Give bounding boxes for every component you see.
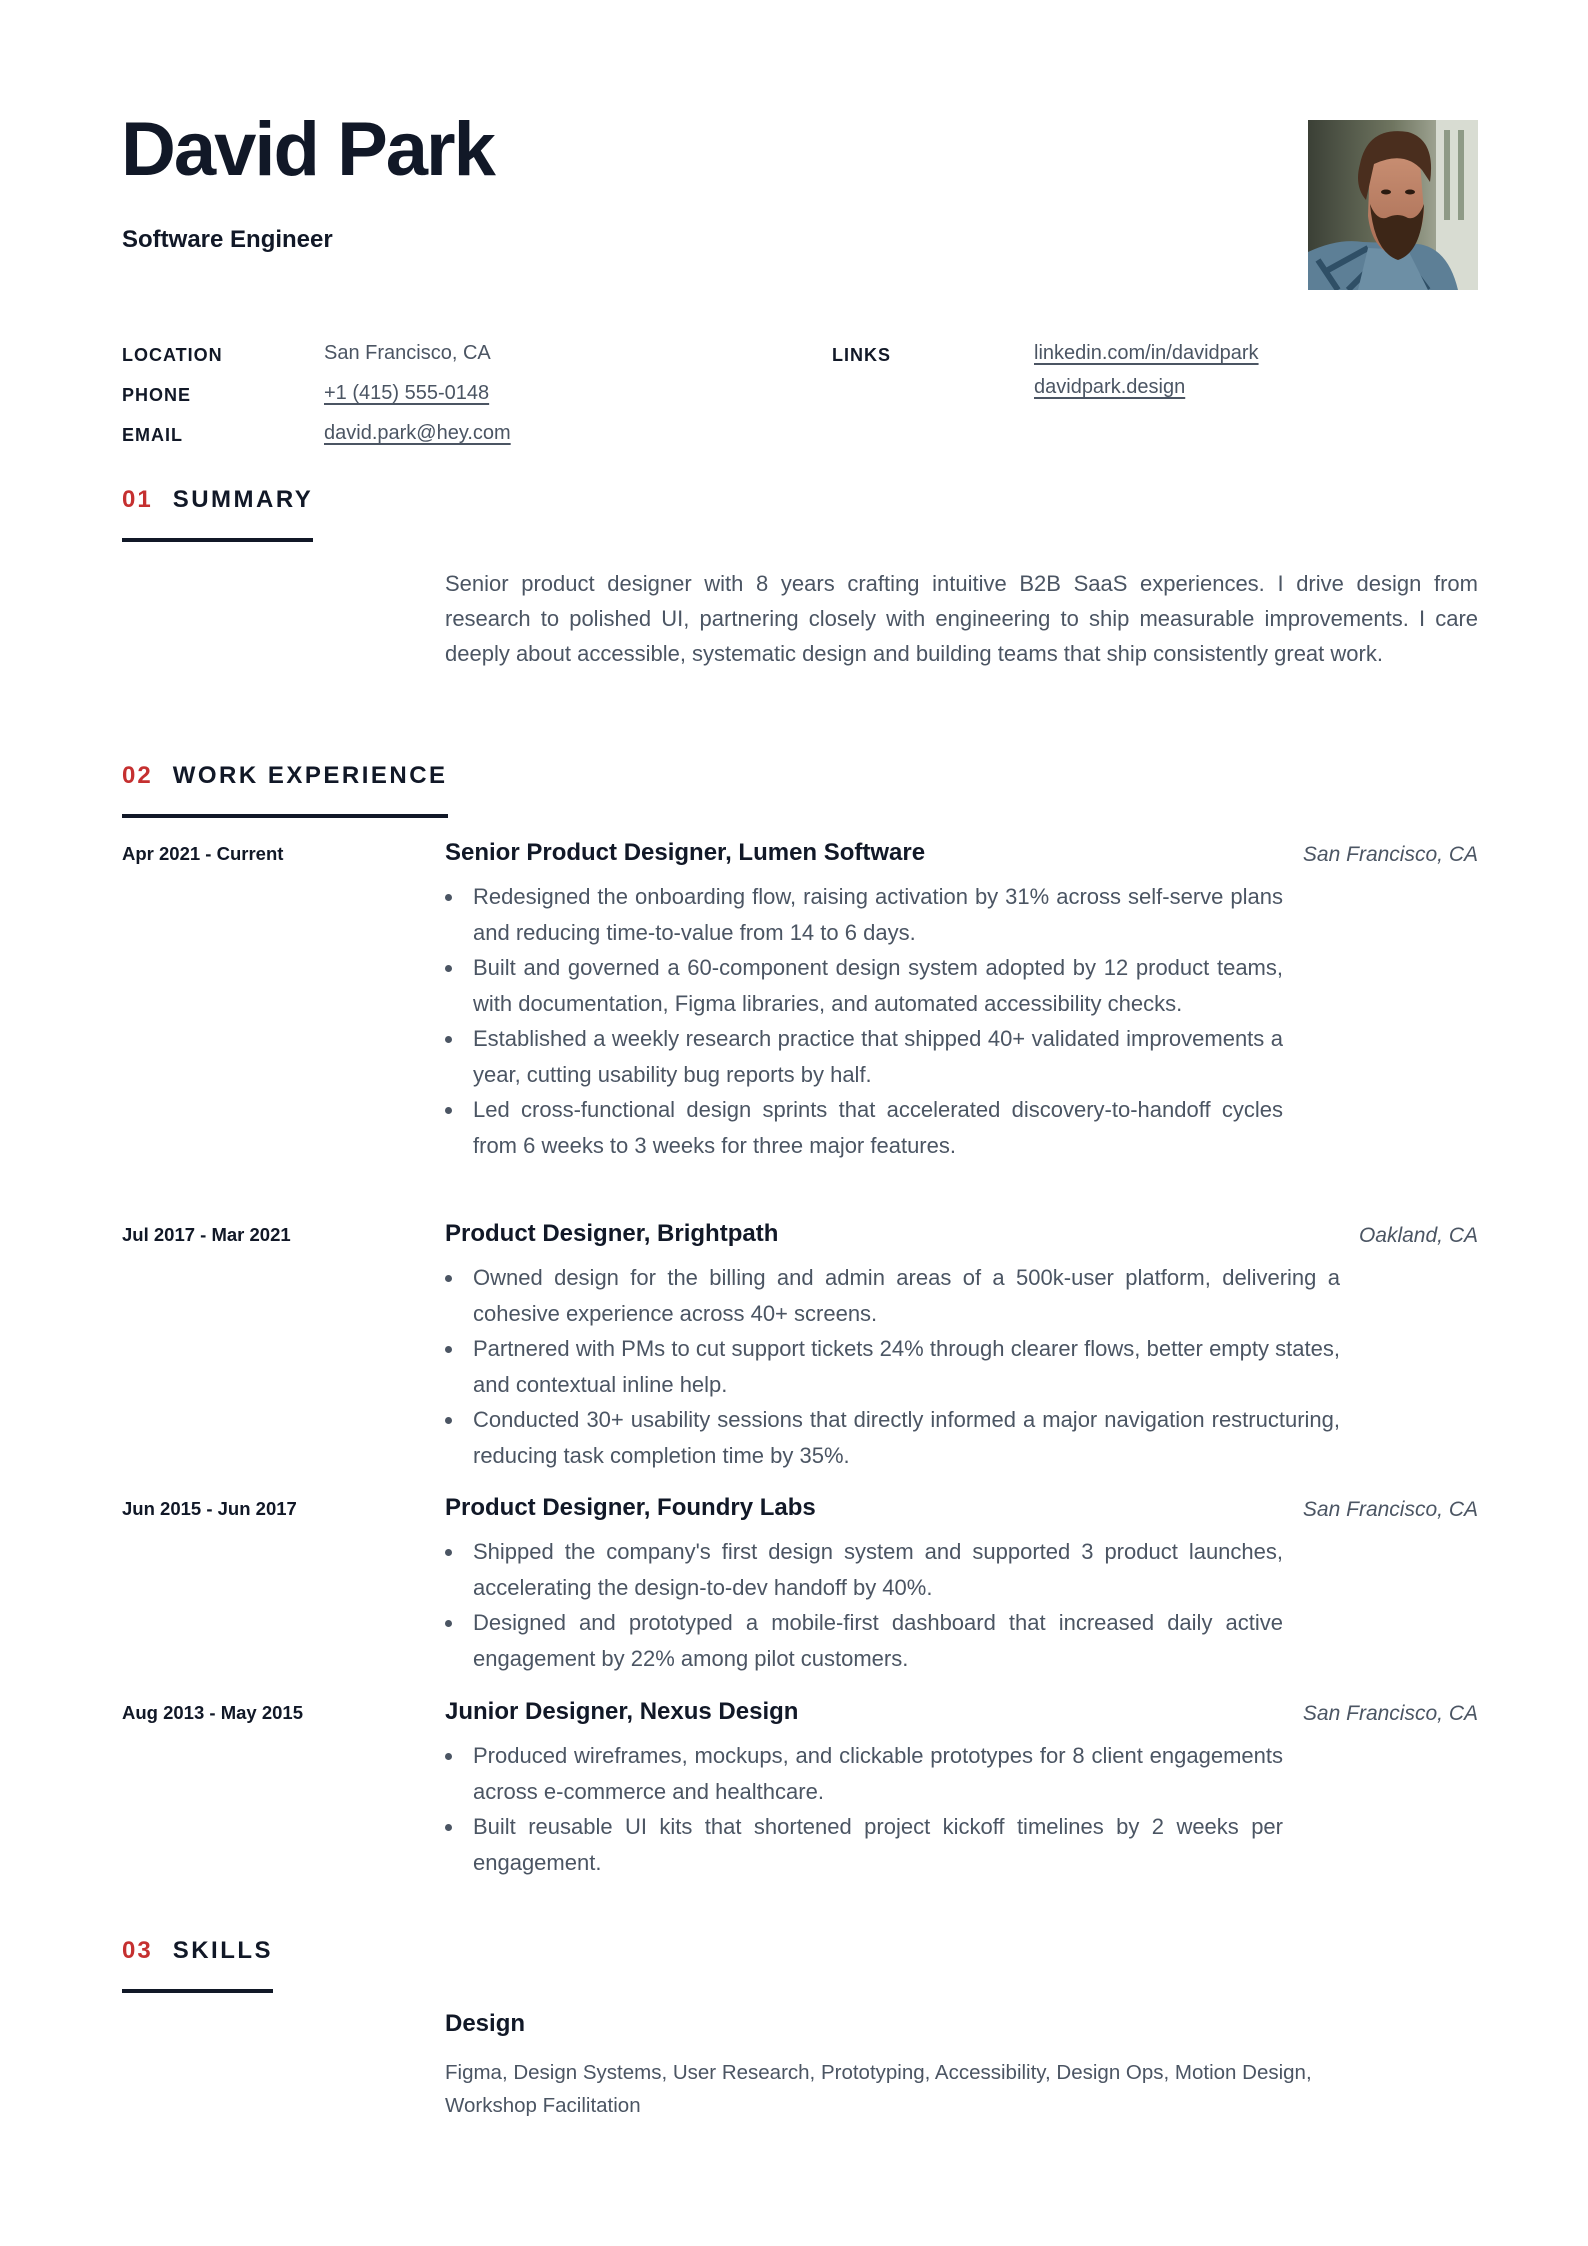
section-heading-experience xyxy=(122,762,448,818)
job-title: Product Designer, Foundry Labs xyxy=(445,1494,816,1521)
job-title: Product Designer, Brightpath xyxy=(445,1220,779,1247)
section-title: SKILLS xyxy=(172,1937,274,1964)
job-location: Oakland, CA xyxy=(1358,1224,1478,1247)
profile-photo xyxy=(1308,120,1478,290)
section-number: 01 xyxy=(122,486,153,513)
job-bullet: Partnered with PMs to cut support tickets 24% through clearer flows, better empty states, and contextual inline help. xyxy=(445,1331,1340,1402)
phone-link[interactable]: +1 (415) 555-0148 xyxy=(324,382,490,404)
job-bullet: Produced wireframes, mockups, and clickable prototypes for 8 client engagements across e-commerce and healthcare. xyxy=(445,1738,1283,1809)
email-link[interactable]: david.park@hey.com xyxy=(324,422,511,444)
job-dates: Jun 2015 - Jun 2017 xyxy=(122,1498,297,1519)
summary-text: Senior product designer with 8 years crafting intuitive B2B SaaS experiences. I drive design from research to polished UI, partnering closely with engineering to ship measurable improvements. I care deeply about accessible, systematic design and building teams that ship consistently great work. xyxy=(445,571,1478,666)
job-bullet: Built reusable UI kits that shortened project kickoff timelines by 2 weeks per engagement. xyxy=(445,1809,1283,1880)
candidate-role: Software Engineer xyxy=(122,226,333,253)
section-number: 03 xyxy=(122,1937,153,1964)
job-bullet: Conducted 30+ usability sessions that directly informed a major navigation restructuring, reducing task completion time by 35%. xyxy=(445,1402,1340,1473)
profile-photo-image xyxy=(1308,120,1478,290)
job-bullet: Built and governed a 60-component design system adopted by 12 product teams, with documentation, Figma libraries, and automated accessibility checks. xyxy=(445,950,1283,1021)
job-bullets xyxy=(445,1534,1283,1676)
job-location: San Francisco, CA xyxy=(1302,843,1478,866)
job-bullet: Owned design for the billing and admin areas of a 500k-user platform, delivering a cohesive experience across 40+ screens. xyxy=(445,1260,1340,1331)
job-bullet: Established a weekly research practice that shipped 40+ validated improvements a year, cutting usability bug reports by half. xyxy=(445,1021,1283,1092)
linkedin-link[interactable]: linkedin.com/in/davidpark xyxy=(1034,342,1259,364)
section-title: SUMMARY xyxy=(172,486,314,513)
location-label: LOCATION xyxy=(122,345,223,365)
job-title: Junior Designer, Nexus Design xyxy=(445,1698,799,1725)
job-title: Senior Product Designer, Lumen Software xyxy=(445,839,926,866)
links-label: LINKS xyxy=(832,345,891,365)
job-dates: Apr 2021 - Current xyxy=(122,843,284,864)
skill-category: Design xyxy=(445,2010,526,2037)
job-location: San Francisco, CA xyxy=(1302,1702,1478,1725)
section-heading-skills xyxy=(122,1937,273,1993)
section-number: 02 xyxy=(122,762,153,789)
email-label: EMAIL xyxy=(122,425,183,445)
job-bullets xyxy=(445,879,1283,1163)
job-dates: Aug 2013 - May 2015 xyxy=(122,1702,303,1723)
job-dates: Jul 2017 - Mar 2021 xyxy=(122,1224,291,1245)
skill-list: Figma, Design Systems, User Research, Prototyping, Accessibility, Design Ops, Motion Design, Workshop Facilitation xyxy=(445,2061,1312,2117)
location-value: San Francisco, CA xyxy=(324,342,491,364)
job-location: San Francisco, CA xyxy=(1302,1498,1478,1521)
section-title: WORK EXPERIENCE xyxy=(172,762,448,789)
job-bullets xyxy=(445,1738,1283,1880)
job-bullets xyxy=(445,1260,1340,1473)
website-link[interactable]: davidpark.design xyxy=(1034,376,1186,398)
job-bullet: Redesigned the onboarding flow, raising activation by 31% across self-serve plans and reducing time-to-value from 14 to 6 days. xyxy=(445,879,1283,950)
phone-label: PHONE xyxy=(122,385,192,405)
candidate-name: David Park xyxy=(121,107,494,192)
job-bullet: Led cross-functional design sprints that accelerated discovery-to-handoff cycles from 6 weeks to 3 weeks for three major features. xyxy=(445,1092,1283,1163)
job-bullet: Shipped the company's first design system and supported 3 product launches, accelerating the design-to-dev handoff by 40%. xyxy=(445,1534,1283,1605)
section-heading-summary xyxy=(122,486,313,542)
job-bullet: Designed and prototyped a mobile-first dashboard that increased daily active engagement by 22% among pilot customers. xyxy=(445,1605,1283,1676)
